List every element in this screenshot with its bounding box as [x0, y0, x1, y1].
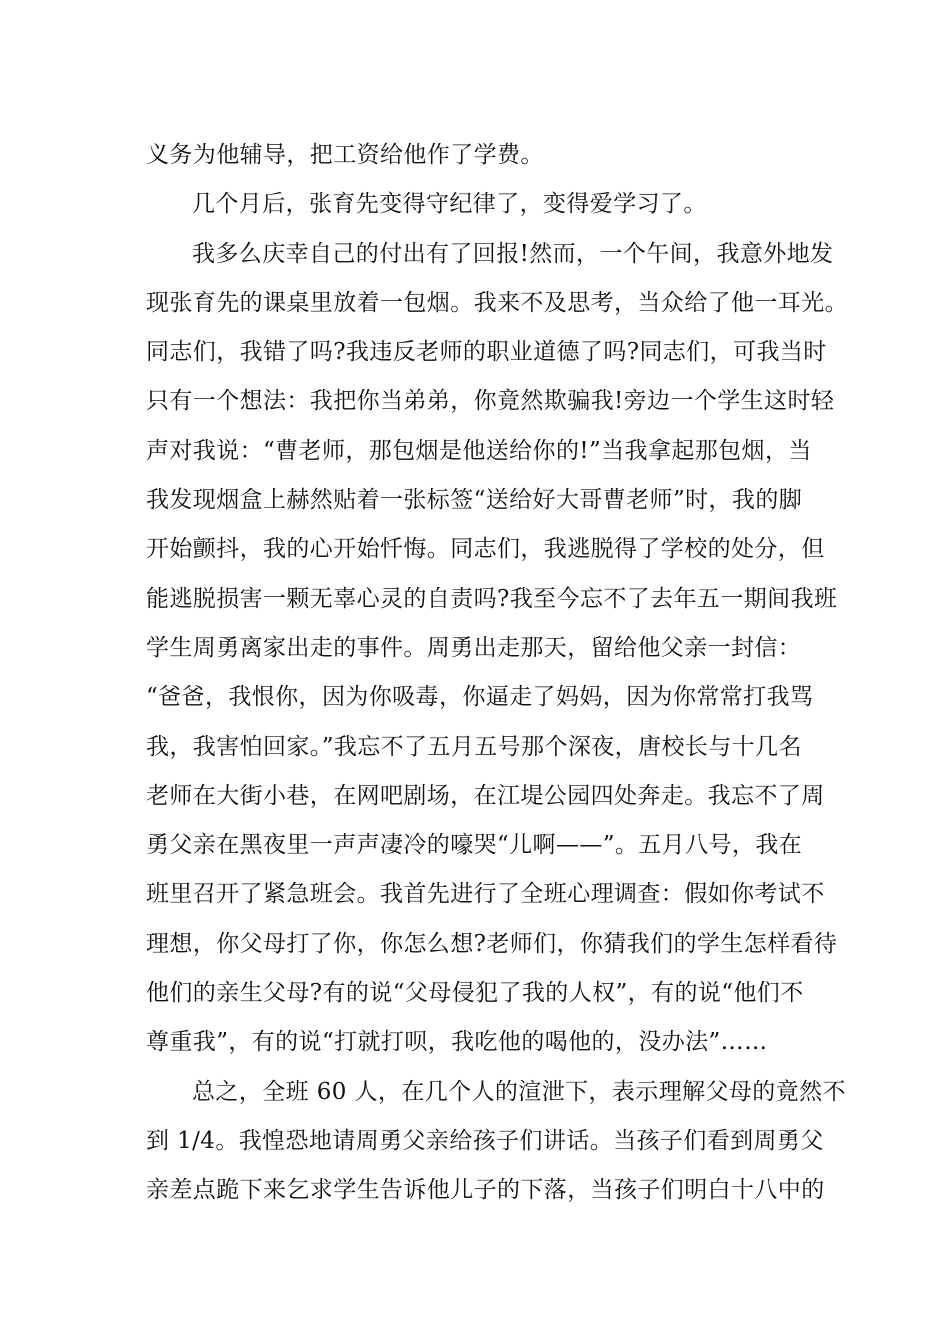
- text-line: 现张育先的课桌里放着一包烟。我来不及思考，当众给了他一耳光。: [146, 289, 848, 316]
- text-line: 班里召开了紧急班会。我首先进行了全班心理调查：假如你考试不: [146, 881, 825, 908]
- text-line: 几个月后，张育先变得守纪律了，变得爱学习了。: [192, 191, 707, 218]
- text-line: 到 1/4。我惶恐地请周勇父亲给孩子们讲话。当孩子们看到周勇父: [146, 1127, 824, 1154]
- text-line: 他们的亲生父母?有的说“父母侵犯了我的人权”，有的说“他们不: [146, 980, 804, 1007]
- text-line: 尊重我”，有的说“打就打呗，我吃他的喝他的，没办法”……: [146, 1029, 768, 1056]
- text-line: 亲差点跪下来乞求学生告诉他儿子的下落，当孩子们明白十八中的: [146, 1177, 825, 1204]
- text-line: 能逃脱损害一颗无辜心灵的自责吗?我至今忘不了去年五一期间我班: [146, 585, 838, 612]
- text-line: 开始颤抖，我的心开始忏悔。同志们，我逃脱得了学校的处分，但: [146, 536, 825, 563]
- text-line: 我多么庆幸自己的付出有了回报!然而，一个午间，我意外地发: [192, 240, 834, 267]
- text-line: 声对我说：“曹老师，那包烟是他送给你的!”当我拿起那包烟，当: [146, 437, 812, 464]
- text-line: 老师在大街小巷，在网吧剧场，在江堤公园四处奔走。我忘不了周: [146, 782, 825, 809]
- speech-text: [146, 131, 848, 1216]
- text-line: 义务为他辅导，把工资给他作了学费。: [146, 142, 544, 168]
- text-line: 只有一个想法：我把你当弟弟，你竟然欺骗我!旁边一个学生这时轻: [146, 388, 835, 415]
- text-line: 我发现烟盒上赫然贴着一张标签“送给好大哥曹老师”时，我的脚: [146, 487, 803, 514]
- text-line: 我，我害怕回家。”我忘不了五月五号那个深夜，唐校长与十几名: [146, 733, 802, 760]
- text-line: 勇父亲在黑夜里一声声凄冷的嚎哭“儿啊——”。五月八号，我在: [146, 832, 803, 859]
- text-line: 同志们，我错了吗?我违反老师的职业道德了吗?同志们，可我当时: [146, 339, 827, 366]
- text-line: 理想，你父母打了你，你怎么想?老师们，你猜我们的学生怎样看待: [146, 930, 838, 957]
- text-line: “爸爸，我恨你，因为你吸毒，你逼走了妈妈，因为你常常打我骂: [146, 684, 814, 711]
- text-line: 总之，全班 60 人，在几个人的渲泄下，表示理解父母的竟然不: [192, 1078, 846, 1105]
- text-line: 学生周勇离家出走的事件。周勇出走那天，留给他父亲一封信：: [146, 634, 802, 661]
